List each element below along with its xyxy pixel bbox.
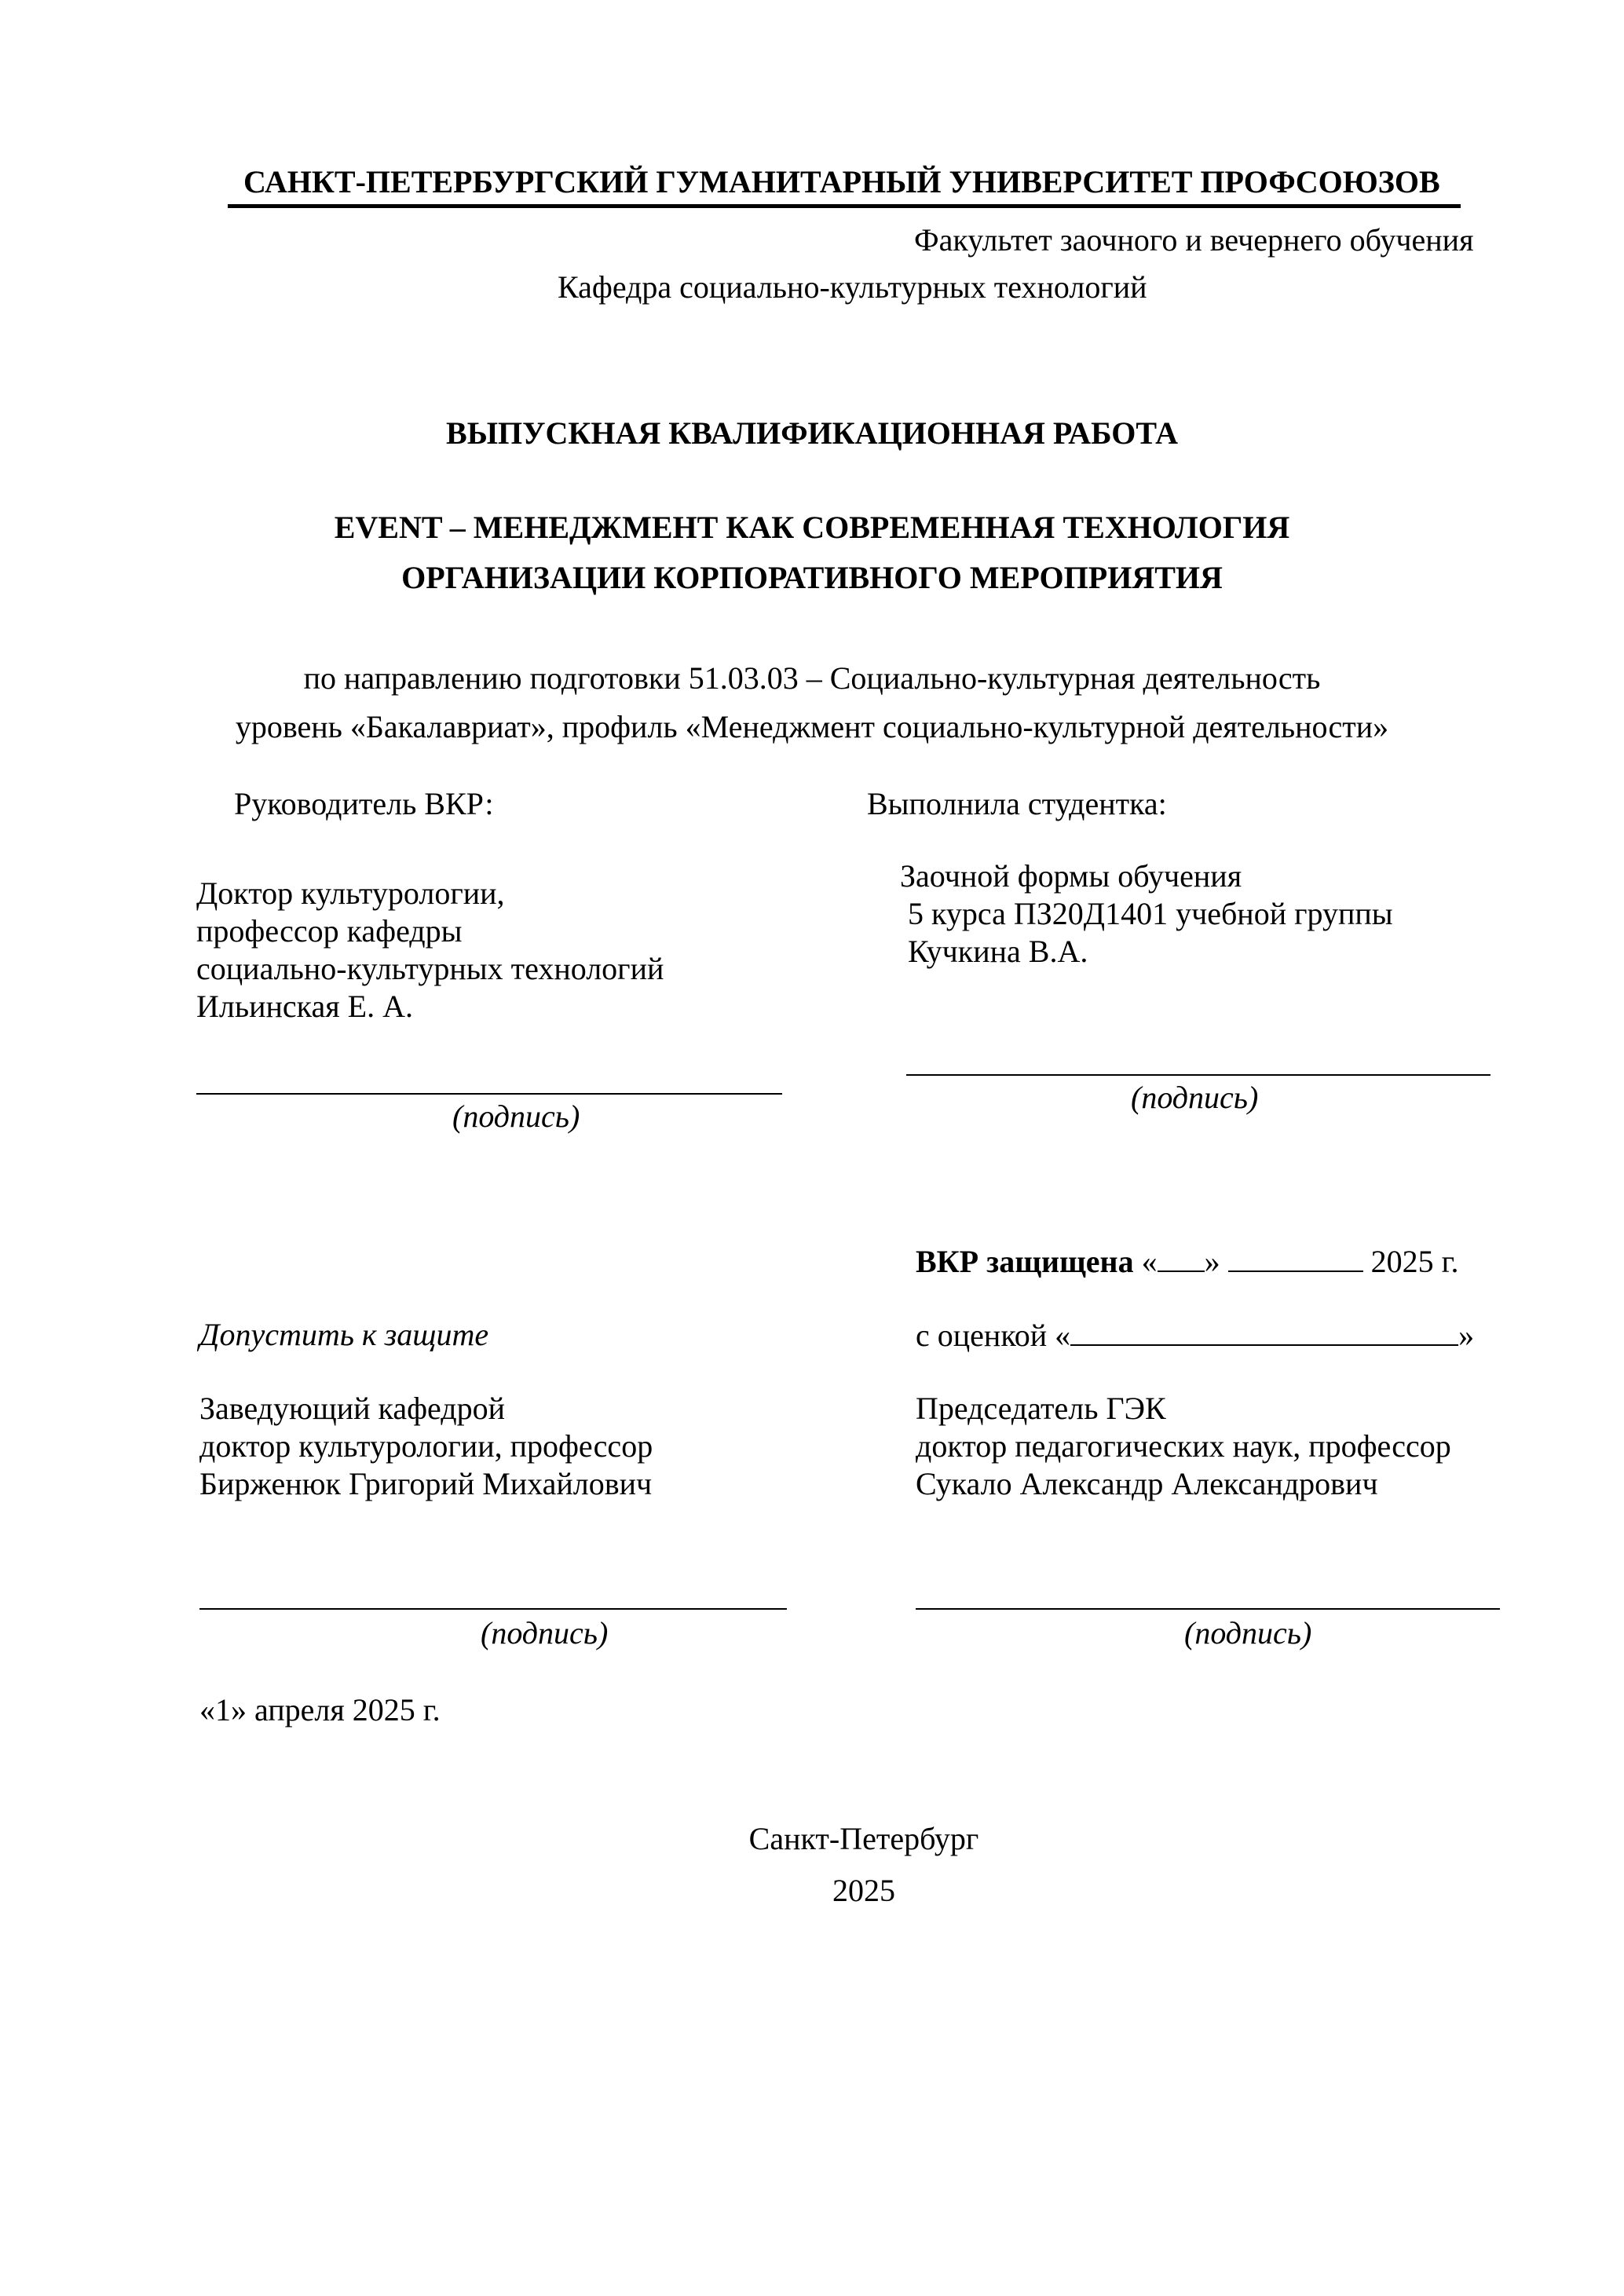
head-line: доктор культурологии, профессор (199, 1428, 653, 1464)
supervisor-signature-caption: (подпись) (452, 1099, 580, 1134)
topic-line-1: EVENT – МЕНЕДЖМЕНТ КАК СОВРЕМЕННАЯ ТЕХНОЛОГИЯ (334, 510, 1290, 545)
student-signature-caption: (подпись) (1131, 1080, 1259, 1115)
direction-line-1: по направлению подготовки 51.03.03 – Социально-культурная деятельность (303, 660, 1321, 696)
student-signature-line (906, 1074, 1490, 1076)
grade-blank (1070, 1316, 1458, 1346)
student-line: Кучкина В.А. (908, 934, 1088, 969)
supervisor-line: Ильинская Е. А. (196, 989, 413, 1024)
chair-signature-caption: (подпись) (1184, 1615, 1312, 1651)
head-signature-line (199, 1608, 787, 1610)
grade-line (916, 1316, 1474, 1355)
chair-line: Председатель ГЭК (916, 1391, 1166, 1426)
topic-line-2: ОРГАНИЗАЦИИ КОРПОРАТИВНОГО МЕРОПРИЯТИЯ (401, 560, 1223, 595)
university-name: САНКТ-ПЕТЕРБУРГСКИЙ ГУМАНИТАРНЫЙ УНИВЕРСИТЕТ ПРОФСОЮЗОВ (243, 164, 1440, 199)
work-type-heading: ВЫПУСКНАЯ КВАЛИФИКАЦИОННАЯ РАБОТА (446, 415, 1178, 451)
head-signature-caption: (подпись) (481, 1615, 609, 1651)
grade-label: с оценкой « (916, 1318, 1071, 1353)
supervisor-line: Доктор культурологии, (196, 876, 505, 911)
student-line: 5 курса ПЗ20Д1401 учебной группы (908, 896, 1393, 931)
student-label: Выполнила студентка: (867, 786, 1167, 821)
head-line: Заведующий кафедрой (199, 1391, 506, 1426)
faculty-name: Факультет заочного и вечернего обучения (914, 222, 1474, 258)
department-name: Кафедра социально-культурных технологий (558, 269, 1147, 305)
supervisor-label: Руководитель ВКР: (234, 786, 494, 821)
footer-city: Санкт-Петербург (748, 1821, 979, 1856)
student-line: Заочной формы обучения (900, 858, 1242, 894)
grade-close-quote: » (1458, 1318, 1475, 1353)
header-rule (228, 204, 1461, 208)
supervisor-signature-line (196, 1093, 782, 1095)
direction-line-2: уровень «Бакалавриат», профиль «Менеджмент социально-культурной деятельности» (235, 709, 1389, 744)
defense-month-blank (1228, 1242, 1363, 1272)
defense-label: ВКР защищена (916, 1244, 1134, 1279)
head-line: Бирженюк Григорий Михайлович (199, 1466, 653, 1501)
admission-label: Допустить к защите (199, 1317, 489, 1352)
chair-signature-line (916, 1608, 1500, 1610)
admission-date: «1» апреля 2025 г. (199, 1692, 441, 1727)
defense-open-quote: « (1141, 1244, 1158, 1279)
defense-day-blank (1158, 1242, 1205, 1272)
supervisor-line: социально-культурных технологий (196, 951, 664, 986)
defense-close-quote: » (1204, 1244, 1220, 1279)
defense-line (916, 1242, 1458, 1281)
chair-line: Сукало Александр Александрович (916, 1466, 1378, 1501)
chair-line: доктор педагогических наук, профессор (916, 1428, 1451, 1464)
supervisor-line: профессор кафедры (196, 913, 463, 949)
defense-year: 2025 г. (1370, 1244, 1459, 1279)
footer-year: 2025 (832, 1873, 895, 1908)
